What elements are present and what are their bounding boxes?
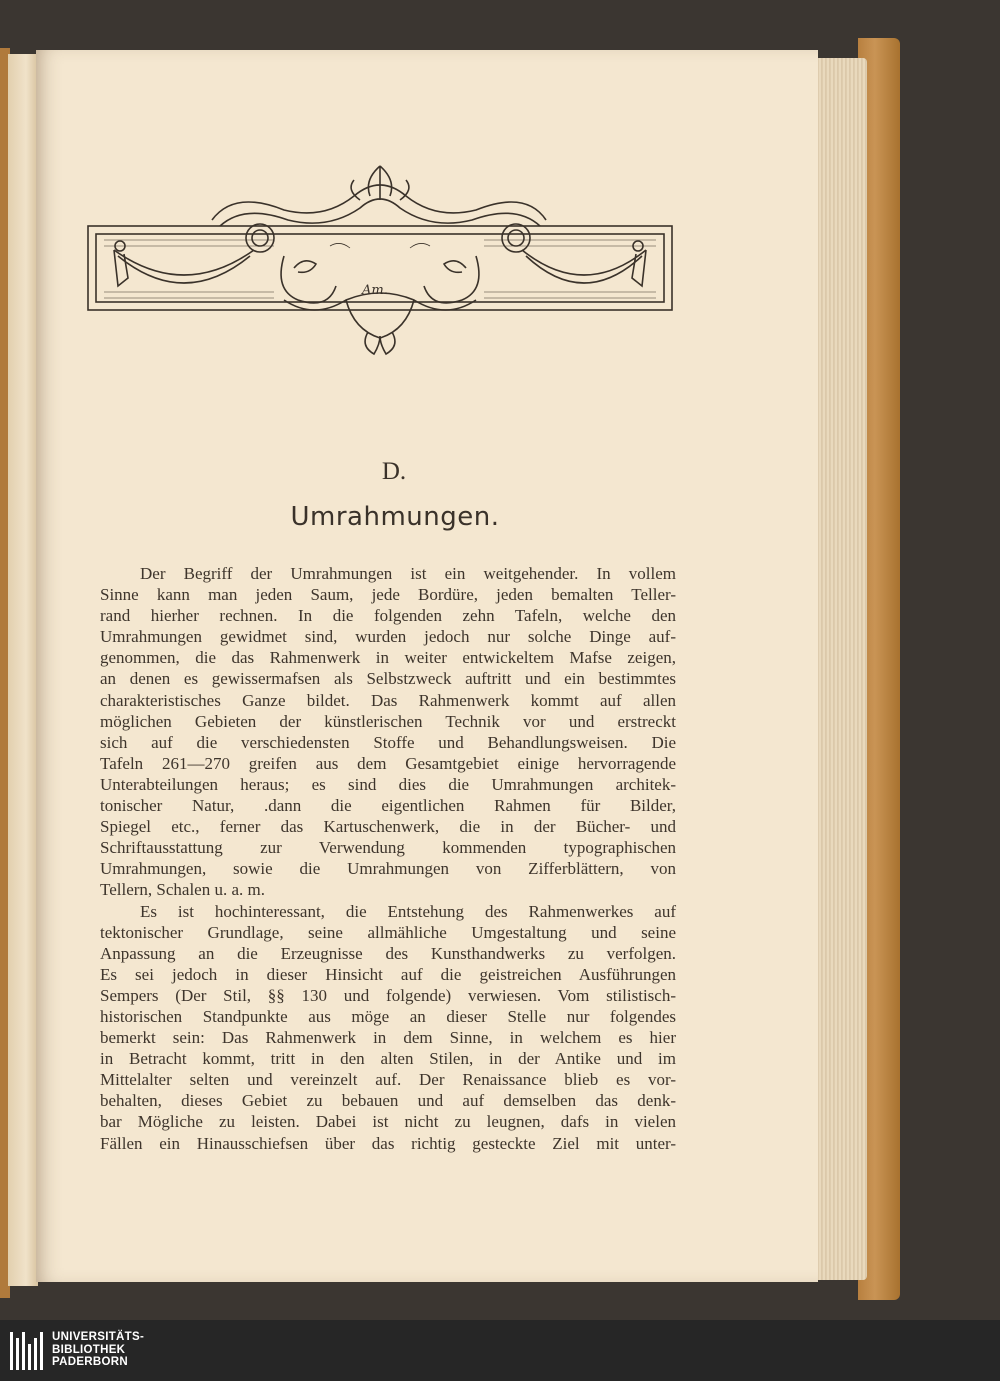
ornament-monogram: Am. [362, 283, 388, 298]
text-line: Spiegel etc., ferner das Kartuschenwerk, die in der Bücher- und [100, 817, 676, 837]
text-line: Tellern, Schalen u. a. m. [100, 880, 265, 900]
text-line: Sinne kann man jeden Saum, jede Bordüre, jeden bemalten Teller- [100, 585, 676, 605]
text-line: Der Begriff der Umrahmungen ist ein weitgehender. In vollem [140, 564, 676, 583]
library-name [52, 1331, 144, 1369]
library-footer [0, 1320, 1000, 1381]
text-line: möglichen Gebieten der künstlerischen Technik vor und erstreckt [100, 711, 676, 731]
section-letter: D. [381, 458, 407, 485]
text-line: Umrahmungen gewidmet sind, wurden jedoch nur solche Dinge auf- [100, 627, 676, 647]
text-line: an denen es gewissermafsen als Selbstzweck auftritt und ein bestimmtes [100, 669, 676, 689]
text-line: Es sei jedoch in dieser Hinsicht auf die geistreichen Ausführungen [100, 964, 676, 984]
text-line: tektonischer Grundlage, seine allmähliche Umgestaltung und seine [100, 922, 676, 942]
chapter-title: Umrahmungen. [290, 502, 500, 532]
text-line: Mittelalter selten und vereinzelt auf. Der Renaissance blieb es vor- [100, 1070, 676, 1090]
text-line: bar Mögliche zu leisten. Dabei ist nicht zu leugnen, dafs in vielen [100, 1112, 676, 1132]
text-line: tonischer Natur, .dann die eigentlichen Rahmen für Bilder, [100, 796, 676, 816]
text-line: in Betracht kommt, tritt in den alten Stilen, in der Antike und im [100, 1049, 676, 1069]
left-page-edge [8, 54, 38, 1286]
text-line: behalten, dieses Gebiet zu bebauen und auf demselben das denk- [100, 1091, 676, 1111]
text-line: Anpassung an die Erzeugnisse des Kunsthandwerks zu verfolgen. [100, 943, 676, 963]
library-name-line1: UNIVERSITÄTS- [52, 1331, 145, 1343]
text-line: rand hierher rechnen. In die folgenden zehn Tafeln, welche den [100, 606, 676, 626]
text-line: Schriftausstattung zur Verwendung kommenden typographischen [100, 838, 676, 858]
text-line: sich auf die verschiedensten Stoffe und Behandlungsweisen. Die [100, 732, 676, 752]
page-edges [815, 58, 867, 1280]
text-line: historischen Standpunkte aus möge an dieser Stelle nur folgendes [100, 1006, 676, 1026]
body-text [100, 563, 676, 1154]
library-name-line3: PADERBORN [52, 1356, 128, 1368]
text-line: Fällen ein Hinausschiefsen über das richtig gesteckte Ziel mit unter- [100, 1133, 676, 1153]
library-logo-icon [8, 1330, 46, 1372]
text-line: Umrahmungen, sowie die Umrahmungen von Zifferblättern, von [100, 859, 676, 879]
text-line: Unterabteilungen heraus; es sind dies die Umrahmungen architek- [100, 774, 676, 794]
library-name-line2: BIBLIOTHEK [52, 1343, 126, 1356]
text-line: charakteristisches Ganze bildet. Das Rahmenwerk kommt auf allen [100, 690, 676, 710]
text-line: Es ist hochinteressant, die Entstehung des Rahmenwerkes auf [140, 901, 676, 921]
text-line: bemerkt sein: Das Rahmenwerk in dem Sinne, in welchem es hier [100, 1028, 676, 1048]
text-line: Tafeln 261—270 greifen aus dem Gesamtgebiet einige hervorragende [100, 753, 676, 773]
text-line: Sempers (Der Stil, §§ 130 und folgende) verwiesen. Vom stilistisch- [100, 985, 676, 1005]
text-line: genommen, die das Rahmenwerk in weiter entwickeltem Mafse zeigen, [100, 648, 676, 668]
cartouche-ornament [84, 160, 676, 360]
